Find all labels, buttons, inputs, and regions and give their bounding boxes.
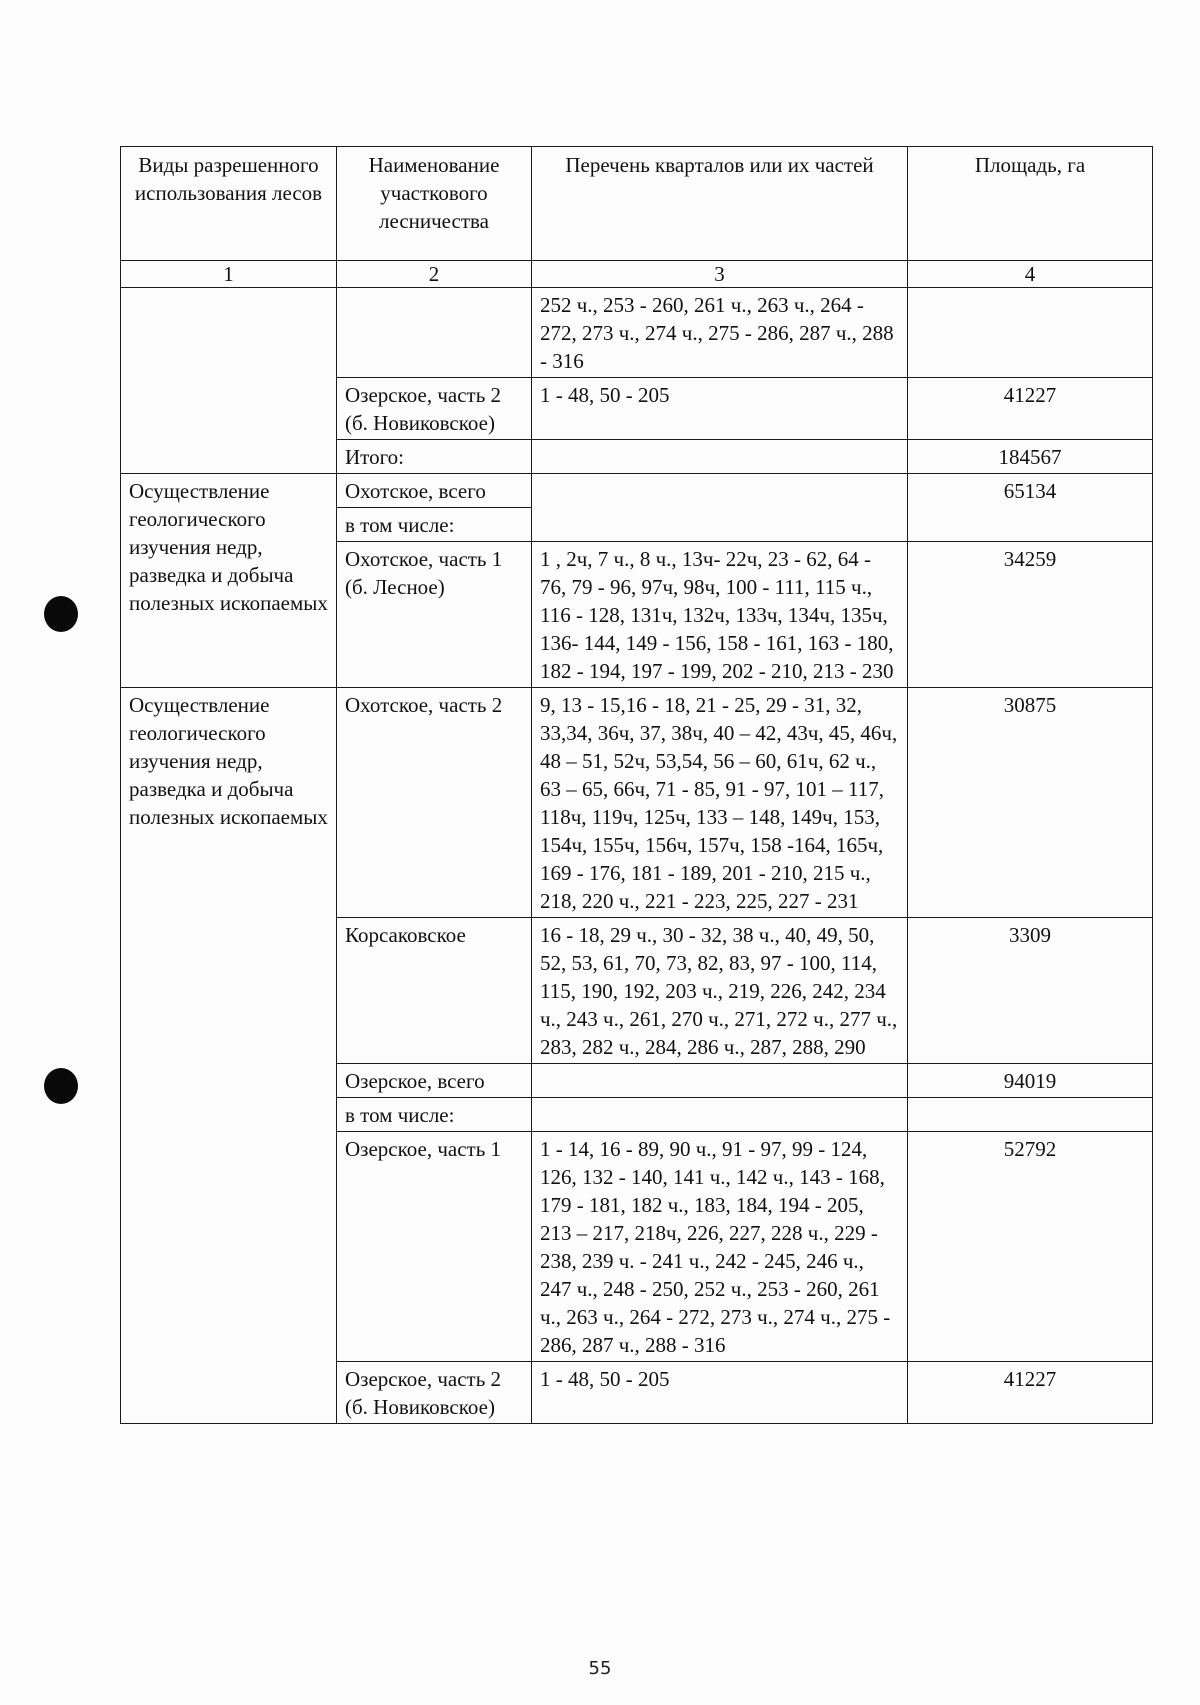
forestry-name-cell: Охотское, часть 2: [337, 688, 532, 918]
area-cell: [908, 1098, 1153, 1132]
use-type-cell: Осуществление геологического изучения недр, разведка и добыча полезных ископаемых: [121, 474, 337, 688]
area-cell: 30875: [908, 688, 1153, 918]
area-cell: 65134: [908, 474, 1153, 542]
header-quarters-list: Перечень кварталов или их частей: [532, 147, 908, 261]
header-use-type: Виды разрешенного использования лесов: [121, 147, 337, 261]
area-cell: 94019: [908, 1064, 1153, 1098]
column-number: 4: [908, 261, 1153, 288]
table-row: [121, 688, 1153, 918]
table-row: [121, 288, 1153, 378]
quarters-cell: 252 ч., 253 - 260, 261 ч., 263 ч., 264 - 272, 273 ч., 274 ч., 275 - 286, 287 ч., 288 - 316: [532, 288, 908, 378]
forestry-name-cell: Корсаковское: [337, 918, 532, 1064]
table-row: [121, 474, 1153, 508]
quarters-cell: 1 - 48, 50 - 205: [532, 1362, 908, 1424]
column-number: 3: [532, 261, 908, 288]
column-number: 1: [121, 261, 337, 288]
quarters-cell: [532, 474, 908, 542]
area-cell: 41227: [908, 378, 1153, 440]
area-cell: 41227: [908, 1362, 1153, 1424]
forest-use-table: [120, 146, 1153, 1424]
forestry-name-cell: Озерское, часть 2 (б. Новиковское): [337, 378, 532, 440]
forestry-name-cell: Озерское, всего: [337, 1064, 532, 1098]
forestry-name-cell: в том числе:: [337, 508, 532, 542]
quarters-cell: [532, 1098, 908, 1132]
use-type-cell: [121, 288, 337, 474]
forestry-name-cell: Озерское, часть 2 (б. Новиковское): [337, 1362, 532, 1424]
quarters-cell: [532, 1064, 908, 1098]
column-number-row: [121, 261, 1153, 288]
quarters-cell: 1 - 48, 50 - 205: [532, 378, 908, 440]
area-cell: 34259: [908, 542, 1153, 688]
quarters-cell: 1 - 14, 16 - 89, 90 ч., 91 - 97, 99 - 124, 126, 132 - 140, 141 ч., 142 ч., 143 - 168, 179 - 181, 182 ч., 183, 184, 194 - 205, 213 – 217, 218ч, 226, 227, 228 ч., 229 - 238, 239 ч. - 241 ч., 242 - 245, 246 ч., 247 ч., 248 - 250, 252 ч., 253 - 260, 261 ч., 263 ч., 264 - 272, 273 ч., 274 ч., 275 - 286, 287 ч., 288 - 316: [532, 1132, 908, 1362]
area-cell: 52792: [908, 1132, 1153, 1362]
quarters-cell: 1 , 2ч, 7 ч., 8 ч., 13ч- 22ч, 23 - 62, 64 - 76, 79 - 96, 97ч, 98ч, 100 - 111, 115 ч., 116 - 128, 131ч, 132ч, 133ч, 134ч, 135ч, 136- 144, 149 - 156, 158 - 161, 163 - 180, 182 - 194, 197 - 199, 202 - 210, 213 - 230: [532, 542, 908, 688]
quarters-cell: 9, 13 - 15,16 - 18, 21 - 25, 29 - 31, 32, 33,34, 36ч, 37, 38ч, 40 – 42, 43ч, 45, 46ч, 48 – 51, 52ч, 53,54, 56 – 60, 61ч, 62 ч., 63 – 65, 66ч, 71 - 85, 91 - 97, 101 – 117, 118ч, 119ч, 125ч, 133 – 148, 149ч, 153, 154ч, 155ч, 156ч, 157ч, 158 -164, 165ч, 169 - 176, 181 - 189, 201 - 210, 215 ч., 218, 220 ч., 221 - 223, 225, 227 - 231: [532, 688, 908, 918]
area-cell: [908, 288, 1153, 378]
area-cell: 3309: [908, 918, 1153, 1064]
quarters-cell: 16 - 18, 29 ч., 30 - 32, 38 ч., 40, 49, 50, 52, 53, 61, 70, 73, 82, 83, 97 - 100, 114, 115, 190, 192, 203 ч., 219, 226, 242, 234 ч., 243 ч., 261, 270 ч., 271, 272 ч., 277 ч., 283, 282 ч., 284, 286 ч., 287, 288, 290: [532, 918, 908, 1064]
header-area: Площадь, га: [908, 147, 1153, 261]
table-header-row: [121, 147, 1153, 261]
forestry-name-cell: Озерское, часть 1: [337, 1132, 532, 1362]
forestry-name-cell: Охотское, всего: [337, 474, 532, 508]
forestry-name-cell: [337, 288, 532, 378]
page-number: 55: [588, 1658, 612, 1679]
forestry-name-cell: Охотское, часть 1 (б. Лесное): [337, 542, 532, 688]
punch-hole-mark: [44, 1068, 78, 1104]
header-forestry-name: Наименование участкового лесничества: [337, 147, 532, 261]
column-number: 2: [337, 261, 532, 288]
quarters-cell: [532, 440, 908, 474]
forestry-name-cell: Итого:: [337, 440, 532, 474]
forestry-name-cell: в том числе:: [337, 1098, 532, 1132]
punch-hole-mark: [44, 596, 78, 632]
area-cell: 184567: [908, 440, 1153, 474]
use-type-cell: Осуществление геологического изучения недр, разведка и добыча полезных ископаемых: [121, 688, 337, 1424]
